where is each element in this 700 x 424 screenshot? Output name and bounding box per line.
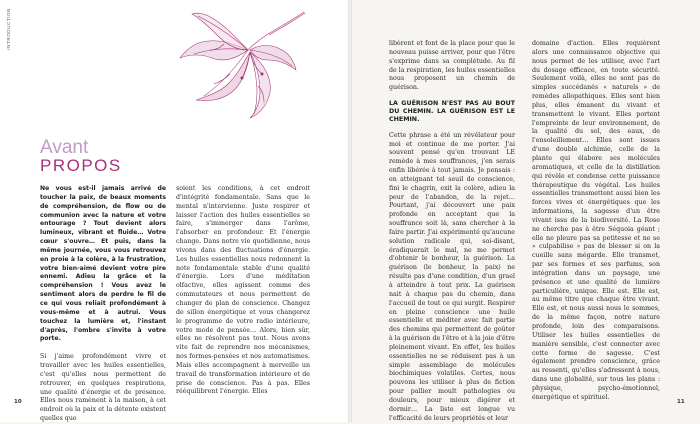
right-column-1 [389, 40, 515, 424]
right-column-2 [532, 40, 660, 403]
body-paragraph: Cette phrase a été un révélateur pour moi et continue de me porter. J'ai souvent pensé qu'en trouvant LE remède à mes souffrances, j'en serais enfin libérée à tout jamais. Je pensais : en atteignant tel seuil de conscience, fini le chagrin, exit la colère, adieu la peur de l'abandon, de la rejet… Pourtant, j'ai découvert une paix profonde en acceptant que la souffrance soit là, sans chercher à la faire partir. J'ai expérimenté qu'aucune solution radicale qui, soi-disant, éradiquerait le mal, ne me permet d'obtenir le bonheur, la guérison. La guérison (le bonheur, la paix) ne résulte pas d'une condition, d'un grael à atteindre à tout prix. La guérison nait à chaque pas du chemin, dans l'accueil de tout ce qui surgit. Respirer en pleine conscience une huile essentielle et méditer avec fait partie des chemins qui permettent de goûter à la guérison de l'être et à la joie d'être pleinement vivant. En effet, les huiles essentielles ne se réduisent pas à un simple assemblage de molécules biochimiques volatiles. Certes, nous pouvons les utiliser à plus de fiction pour pallier moult pathologies ou douleurs, pour mieux digérer et dormir… La liste est longue vu l'efficacité de leurs propriétés et leur [389, 131, 515, 422]
body-paragraph: soient les conditions, à cet endroit d'intégrité fondamentale. Sans que le mental n'intervienne. Juste respirer et laisser l'action des huiles essentielles se faire, s'immerger dans l'arôme, l'absorber en profondeur. Et l'énergie change. Dans notre vie quotidienne, nous vivons dans des fluctuations d'énergie. Les huiles essentielles nous redonnent la note fondamentale stable d'une qualité d'énergie. Lors d'une méditation olfactive, elles agissent comme des commutateurs et nous permettent de changer de plan de conscience. Changez de sillon énergétique et vous changerez le programme de votre radio intérieure, votre mode de pensée… Alors, bien sûr, elles ne résolvent pas tout. Nous avons vite fait de reprendre nos mécanismes, nos formes-pensées et nos automatismes. Mais elles accompagnent à merveille un travail de transformation intérieure et de prise de conscience. Pas à pas. Elles rééquilibrent l'énergie. Elles [176, 185, 310, 396]
section-heading: LA GUÉRISON N'EST PAS AU BOUT DU CHEMIN. LA GUÉRISON EST LE CHEMIN. [389, 100, 515, 124]
title-line-2: PROPOS [40, 156, 122, 175]
intro-lead-paragraph: Ne vous est-il jamais arrivé de toucher la paix, de beaux moments de compréhension, de flow ou de communion avec la nature et votre entourage ? Tout devient alors lumineux, vibrant et fluide… Votre cœur s'ouvre… Et puis, dans la même journée, vous vous retrouvez en proie à la colère, à la frustration, votre bien-aimé devient votre pire ennemi. Adieu la grâce et la compréhension ! Vous avez le sentiment alors de perdre le fil de ce qui vous reliait profondément à vous-même et à autrui. Vous touchez la lumière et, l'instant d'après, l'ombre s'invite à votre porte. [40, 185, 166, 343]
body-paragraph: domaine d'action. Elles requièrent alors une connaissance objective qui nous permet de les utiliser, avec l'art du dosage efficace, en toute sécurité. Seulement voilà, elles ne sont pas de simples succédanés « naturels » de remèdes allopathiques. Elles sont bien plus, elles émanent du vivant et transmettent le vivant. Elles portent l'empreinte de leur environnement, de la qualité du sol, des eaux, de l'ensoleillement… Elles sont issues d'une double alchimie, celle de la plante qui élabore ses molécules aromatiques, et celle de la distillation qui révèle et condense cette puissance thérapeutique du végétal. Les huiles essentielles transmettent aussi bien les forces vives et énergétiques que les informations, la sagesse d'un être vivant issu de la biodiversité. La Rose ne cherche pas à être Séquoia géant ; elle ne pleure pas sa petitesse et ne se « culpabilise » pas de blesser si on la cueille sans mégarde. Elle transmet, par ses formes et ses parfums, son intégration dans un paysage, une présence et une qualité de lumière particulière, unique. Elle est. Elle est, au même titre que chaque être vivant. Elle est, et nous aussi nous le sommes, de la même façon, notre nature profonde, loin des comparaisons. Utiliser les huiles essentielles de manière sensible, c'est connecter avec cette forme de sagesse. C'est également prendre conscience, grâce au ressenti, qu'elles s'adressent à nous, dans une globalité, sur tous les plans : physique, psycho-émotionnel, énergétique et spirituel. [532, 40, 660, 401]
body-paragraph: libèrent et font de la place pour que le nouveau puisse arriver, pour que l'être s'exprime dans sa complétude. Au fil de la respiration, les huiles essentielles nous proposent un chemin de guérison. [389, 40, 515, 92]
body-paragraph: Si j'aime profondément vivre et travailler avec les huiles essentielles, c'est qu'elles nous permettent de retrouver, en quelques respirations, une qualité d'énergie et de présence. Elles nous ramènent à la maison, à cet endroit où la paix et la détente existent quelles que [40, 353, 166, 423]
title-line-1: Avant [40, 137, 89, 158]
page-number-left: 10 [14, 399, 22, 405]
section-label: INTRODUCTION [6, 8, 11, 50]
page-number-right: 11 [677, 399, 685, 405]
